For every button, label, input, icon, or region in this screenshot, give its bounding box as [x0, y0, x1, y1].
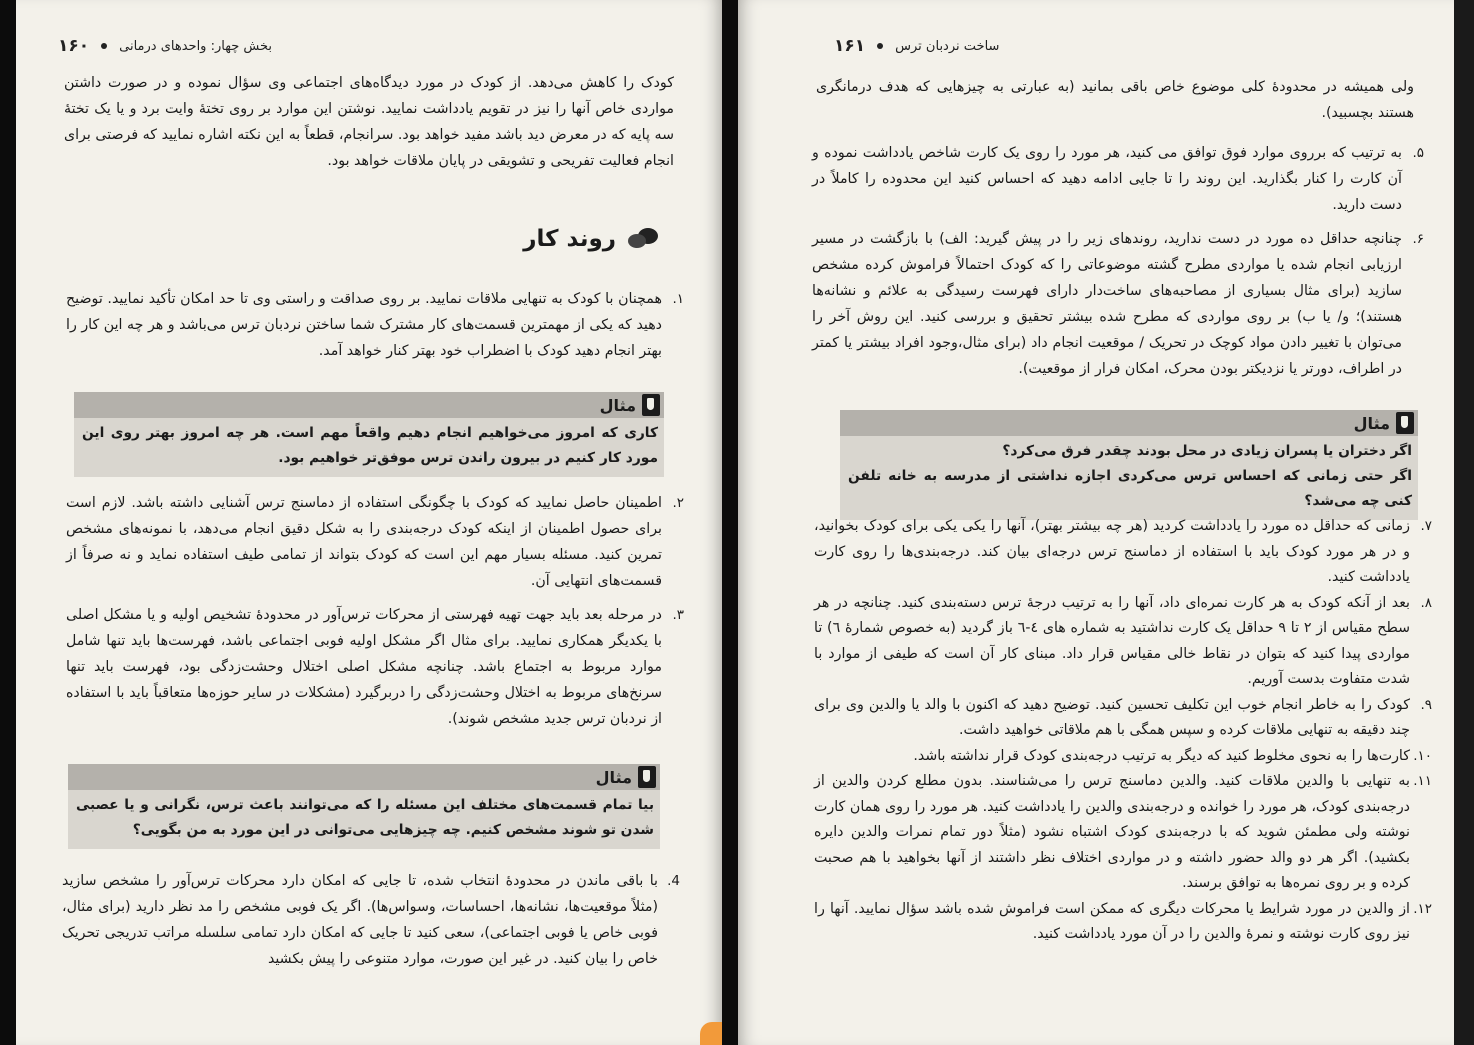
right-page: [738, 0, 1454, 1045]
left-intro-paragraph: کودک را کاهش می‌دهد. از کودک در مورد دیدگاه‌های اجتماعی وی سؤال نموده و در صورت داشتن مواردی خاص آنها را نیز در تقویم یادداشت نمایید. نوشتن این موارد بر روی تختهٔ وایت برد و یا یک تختهٔ سه پایه که در معرض دید باشد مفید خواهد بود. سرانجام، قطعاً به این نکته اشاره نمایید که فرصتی برای انجام فعالیت تفریحی و تشویقی در پایان ملاقات خواهد بود.: [64, 75, 674, 169]
example-text: کاری که امروز می‌خواهیم انجام دهیم واقعاً مهم است. هر چه امروز بهتر روی این مورد کار کنیم در بیرون راندن ترس موفق‌تر خواهیم بود.: [82, 425, 658, 466]
list-item: ۷. زمانی که حداقل ده مورد را یادداشت کردید (هر چه بیشتر بهتر)، آنها را یکی یکی برای کودک بخوانید، و در هر مورد کودک باید با استفاده از دماسنج ترس درجه‌ای بیان کند. درجه‌بندی‌ها را روی کارت یادداشت کنید.: [814, 518, 1432, 585]
right-page-number: ۱۶۱: [834, 36, 866, 56]
example-text: بیا تمام قسمت‌های مختلف این مسئله را که می‌توانند باعث ترس، نگرانی و یا عصبی شدن تو شوند مشخص کنیم. چه چیزهایی می‌توانی در این مورد به من بگویی؟: [76, 797, 654, 838]
left-header-title: بخش چهار: واحدهای درمانی: [119, 38, 272, 54]
list-item: ۱۰. کارت‌ها را به نحوی مخلوط کنید که دیگر به ترتیب درجه‌بندی کودک قرار نداشته باشد.: [913, 747, 1432, 764]
section-title: روند کار: [523, 226, 616, 252]
left-page-header: [58, 36, 272, 56]
example-pin-icon: [642, 394, 660, 416]
list-item: ۹. کودک را به خاطر انجام خوب این تکلیف تحسین کنید. توضیح دهید که اکنون با والد یا والدین وی برای چند دقیقه به تنهایی ملاقات کرده و سپس همگی با هم ملاقاتی خواهید داشت.: [814, 696, 1432, 738]
example-pin-icon: [638, 766, 656, 788]
left-item-2: ۲. اطمینان حاصل نمایید که کودک با چگونگی استفاده از دماسنج ترس آشنایی داشته باشد. لازم است برای حصول اطمینان از اینکه کودک درجه‌بندی را به شکل دقیق انجام می‌دهد، با نمونه‌های مشخص تمرین کنید. مسئله بسیار مهم این است که کودک بتواند از تمامی طیف استفاده نماید و نه صرفاً از قسمت‌های انتهایی آن.: [66, 495, 684, 589]
section-heading: [523, 226, 658, 252]
header-bullet-icon: [101, 43, 107, 49]
list-item: ۸. بعد از آنکه کودک به هر کارت نمره‌ای داد، آنها را به ترتیب درجهٔ ترس دسته‌بندی کنید. چنانچه در هر سطح مقیاس از ۲ تا ۹ حداقل یک کارت نداشتید به شماره های ٤-٦ باز گردید (به خصوص شمارهٔ ٦) تا مواردی پیدا کنید که بتوان در نقاط خالی مقیاس قرار داد. مبنای کار آن است که طیفی از موارد با شدت متفاوت بدست آوریم.: [814, 594, 1432, 687]
list-item: ۱۱. به تنهایی با والدین ملاقات کنید. والدین دماسنج ترس را می‌شناسند. بدون مطلع کردن والدین از درجه‌بندی کودک، هر مورد را خوانده و درجه‌بندی والدین را یادداشت کنید. هر مورد را روی همان کارت نوشته ولی مطمئن شوید که با درجه‌بندی کودک اشتباه نشود (مثلاً دور تمام نمرات والدین دایره بکشید). اگر هر دو والد حضور داشته و در مواردی اختلاف نظر داشتند از آنها بخواهید با هم صحبت کرده و بر روی نمره‌ها به توافق برسند.: [814, 773, 1432, 891]
example-box-3: [840, 410, 1418, 520]
example-line-2: اگر حتی زمانی که احساس ترس می‌کردی اجازه نداشتی از مدرسه به خانه تلفن کنی چه می‌شد؟: [848, 468, 1412, 509]
example-label: مثال: [595, 767, 632, 787]
left-page-number: ۱۶۰: [58, 36, 90, 56]
speech-bubbles-icon: [624, 226, 658, 252]
list-item: ۱۲. از والدین در مورد شرایط یا محرکات دیگری که ممکن است فراموش شده باشد سؤال نمایید. آنها را نیز روی کارت نوشته و نمرهٔ والدین را در آن مورد یادداشت کنید.: [814, 900, 1432, 942]
left-item-4: 4. با باقی ماندن در محدودهٔ انتخاب شده، تا جایی که امکان دارد محرکات ترس‌آور را مشخص سازید (مثلاً موقعیت‌ها، نشانه‌ها، احساسات، وسواس‌ها). اگر یک فوبی مشخص را مد نظر دارید (برای مثال، فوبی خاص یا فوبی اجتماعی)، سعی کنید تا جایی که امکان دارد تمامی سلسله مراتب تدریجی تحریک خاص را بیان کنید. در غیر این صورت، موارد متنوعی را پیش بکشید: [62, 873, 680, 967]
orange-page-tab: [700, 1022, 722, 1045]
header-bullet-icon: [877, 43, 883, 49]
example-box-2: [68, 764, 660, 849]
example-line-1: اگر دختران یا پسران زیادی در محل بودند چقدر فرق می‌کرد؟: [1002, 443, 1412, 459]
example-label: مثال: [1353, 413, 1390, 433]
example-label: مثال: [599, 395, 636, 415]
left-item-3: ۳. در مرحله بعد باید جهت تهیه فهرستی از محرکات ترس‌آور در محدودهٔ تشخیص اولیه و یا مشکل اصلی با یکدیگر همکاری نمایید. برای مثال اگر مشکل اولیه فوبی اجتماعی باشد، فهرست‌ها باید تنها شامل موارد مربوط به اجتماع باشد. چنانچه مشکل اصلی اختلال وحشت‌زدگی بود، فهرست باید تنها سرنخ‌های مربوط به اختلال وحشت‌زدگی را دربرگیرد (مشکلات در سایر حوزه‌ها متعاقباً باید با استفاده از نردبان ترس جدید مشخص شوند).: [66, 607, 684, 727]
right-item-6: ۶. چنانچه حداقل ده مورد در دست ندارید، روندهای زیر را در پیش گیرید: الف) با بازگشت در مسیر ارزیابی انجام شده یا مواردی مطرح گشته موضوعاتی را که کودک احتمالاً فراموش کرده مشخص سازید (برای مثال بسیاری از مصاحبه‌های ساخت‌دار دارای فهرست رسیدگی به علائم و نشانه‌ها هستند)؛ و/ یا ب) بر روی مواردی که مطرح شده بیشتر تحقیق و بررسی کنید. این روش آخر را می‌توان با تغییر دادن مواد کوچک در تحریک / موقعیت انجام داد (برای مثال،وجود افراد بیشتر یا کمتر در اطراف، دورتر یا نزدیکتر بودن محرک، امکان فرار از موقعیت).: [812, 231, 1424, 377]
right-item-5: ۵. به ترتیب که برروی موارد فوق توافق می کنید، هر مورد را روی یک کارت شاخص یادداشت نموده و آن کارت را کنار بگذارید. این روند را تا جایی ادامه دهید که احساس کنید این محدوده را کاملاً در دست دارید.: [812, 145, 1424, 213]
right-continuation: ولی همیشه در محدودهٔ کلی موضوع خاص باقی بمانید (به عبارتی به چیزهایی که هدف درمانگری هستند بچسبید).: [816, 79, 1414, 121]
book-gutter: [722, 0, 738, 1045]
right-page-header: [834, 36, 999, 56]
example-pin-icon: [1396, 412, 1414, 434]
left-edge-shadow: [0, 0, 16, 1045]
left-item-1: ۱. همچنان با کودک به تنهایی ملاقات نمایید. بر روی صداقت و راستی وی تا حد امکان تأکید نمایید. توضیح دهید که یکی از مهمترین قسمت‌های کار مشترک شما ساختن نردبان ترس می‌باشد و هر چه این کار را بهتر انجام دهید کودک با اضطراب خود بهتر کنار خواهد آمد.: [66, 291, 684, 359]
left-page: [16, 0, 722, 1045]
example-box-1: [74, 392, 664, 477]
right-items-bottom: [814, 514, 1432, 948]
right-header-title: ساخت نردبان ترس: [895, 38, 1000, 54]
